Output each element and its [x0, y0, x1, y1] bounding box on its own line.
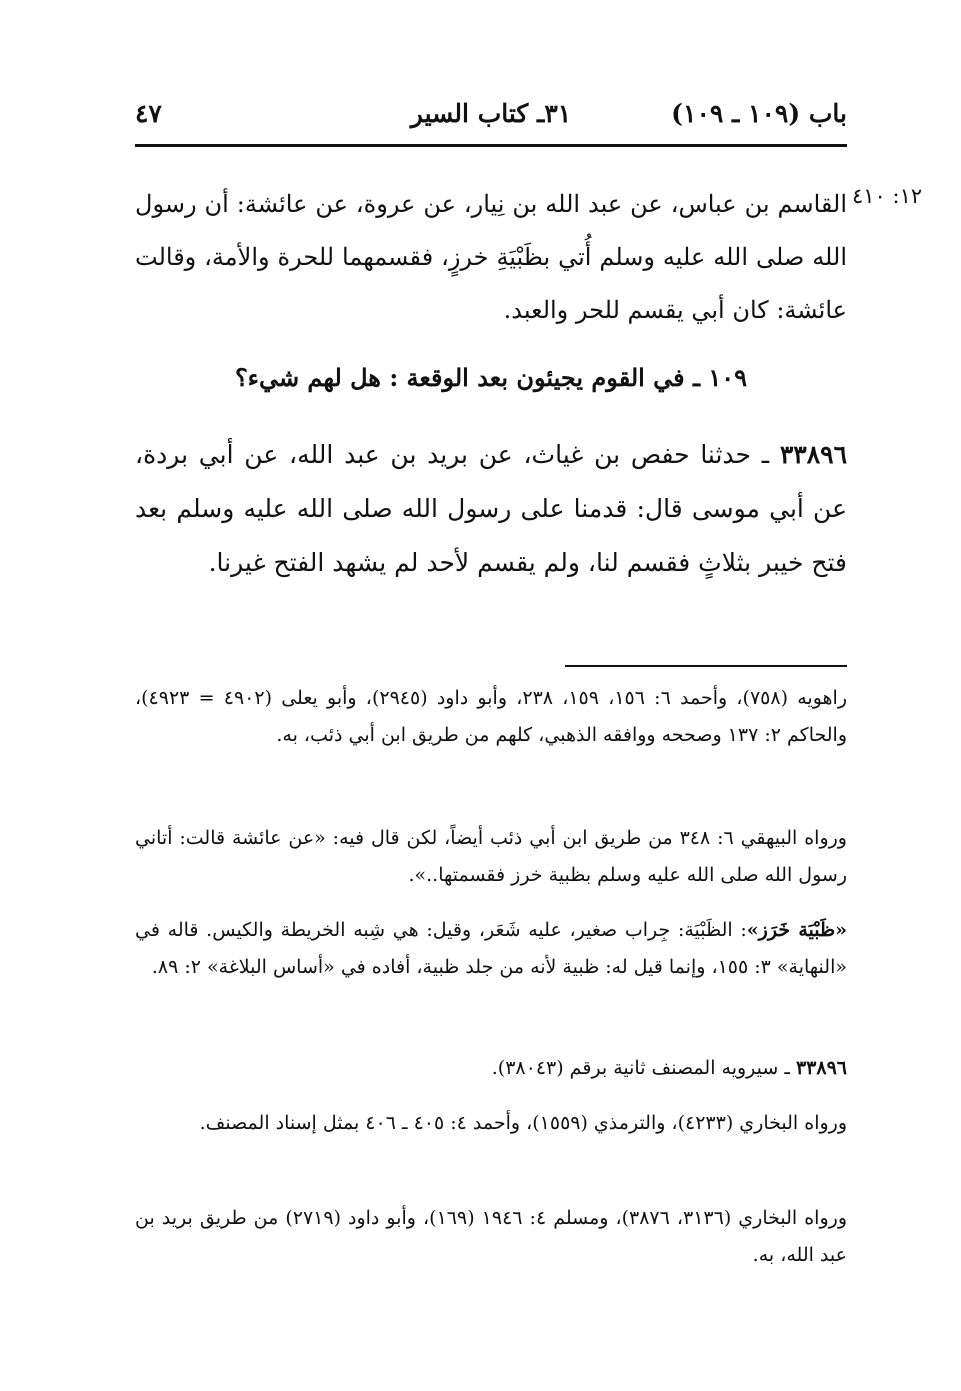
footnote-hadith-number: ٣٣٨٩٦	[795, 1057, 847, 1079]
book-title: ٣١ـ كتاب السير	[410, 99, 572, 128]
footnote-4-text: ـ سيرويه المصنف ثانية برقم (٣٨٠٤٣).	[491, 1057, 790, 1079]
page-header	[135, 92, 847, 136]
footnote-1: راهويه (٧٥٨)، وأحمد ٦: ١٥٦، ١٥٩، ٢٣٨، وأبو داود (٢٩٤٥)، وأبو يعلى (٤٩٠٢ = ٤٩٢٣)، والحاكم ٢: ١٣٧ وصححه ووافقه الذهبي، كلهم من طريق ابن أبي ذئب، به.	[135, 687, 847, 746]
hadith-text: ـ حدثنا حفص بن غياث، عن بريد بن عبد الله، عن أبي بردة، عن أبي موسى قال: قدمنا على رسول الله صلى الله عليه وسلم بعد فتح خيبر بثلاثٍ فقسم لنا، ولم يقسم لأحد لم يشهد الفتح غيرنا.	[135, 440, 847, 577]
footnote-5: ورواه البخاري (٤٢٣٣)، والترمذي (١٥٥٩)، وأحمد ٤: ٤٠٥ ـ ٤٠٦ بمثل إسناد المصنف.	[199, 1112, 847, 1134]
footnote-separator	[565, 665, 847, 667]
footnote-3	[135, 912, 847, 986]
margin-reference: ١٢: ٤١٠	[852, 184, 923, 208]
hadith-continuation: القاسم بن عباس، عن عبد الله بن نِيار، عن عروة، عن عائشة: أن رسول الله صلى الله عليه وسلم أُتي بظَبْيَةِ خرزٍ، فقسمهما للحرة والأمة، وقالت عائشة: كان أبي يقسم للحر والعبد.	[135, 190, 847, 324]
footnote-term: «ظَبْيَة خَرَز»	[746, 919, 847, 941]
footnote-2: ورواه البيهقي ٦: ٣٤٨ من طريق ابن أبي ذئب أيضاً، لكن قال فيه: «عن عائشة قالت: أتاني رسول الله صلى الله عليه وسلم بظبية خرز فقسمتها..».	[135, 827, 847, 886]
footnote-4	[135, 1050, 847, 1087]
hadith-number: ٣٣٨٩٦	[779, 440, 847, 469]
footnote-6: ورواه البخاري (٣١٣٦، ٣٨٧٦)، ومسلم ٤: ١٩٤٦ (١٦٩)، وأبو داود (٢٧١٩) من طريق بريد بن عبد الله، به.	[135, 1207, 847, 1266]
footnote-3-text: : الظَبْيَة: جِراب صغير، عليه شَعَر، وقيل: هي شِبه الخريطة والكيس. قاله في «النهاية» ٣: ١٥٥، وإنما قيل له: ظبية لأنه من جلد ظبية، أفاده في «أساس البلاغة» ٢: ٨٩.	[135, 919, 847, 978]
hadith-33896	[135, 428, 847, 590]
chapter-range: باب (١٠٩ ـ ١٠٩)	[671, 99, 847, 128]
page-number: ٤٧	[135, 99, 162, 128]
section-title: ١٠٩ ـ في القوم يجيئون بعد الوقعة : هل لهم شيء؟	[234, 363, 748, 392]
header-rule	[135, 144, 847, 147]
